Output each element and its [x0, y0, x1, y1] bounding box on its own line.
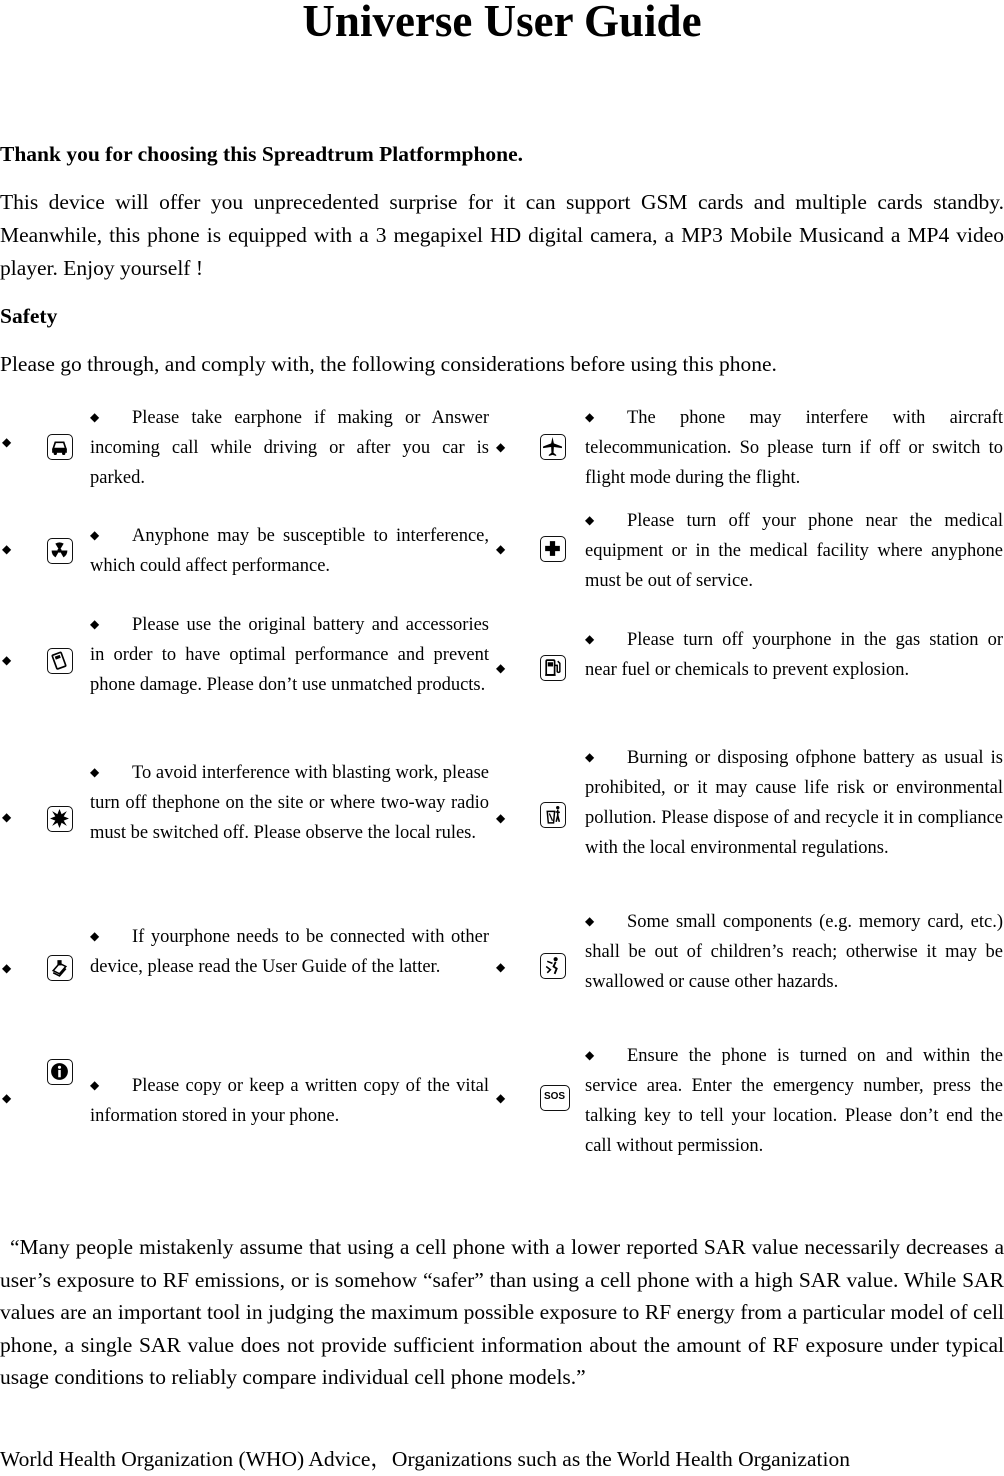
bullet-marker: ◆	[496, 661, 506, 675]
bullet-marker: ◆	[90, 617, 100, 631]
safety-item-text: Please take earphone if making or Answer incoming call while driving or after you car is parked.	[90, 408, 489, 488]
safety-intro: Please go through, and comply with, the following considerations before using this phone.	[0, 352, 777, 376]
bullet-marker: ◆	[496, 811, 506, 825]
car-icon	[47, 434, 73, 460]
bullet-marker: ◆	[2, 810, 12, 824]
bullet-marker: ◆	[585, 750, 595, 764]
battery-icon	[47, 648, 73, 674]
safety-item-text: Please copy or keep a written copy of the vital information stored in your phone.	[90, 1076, 489, 1126]
bullet-marker: ◆	[585, 410, 595, 424]
safety-item-text: Anyphone may be susceptible to interference, which could affect performance.	[90, 526, 489, 576]
intro-line: Thank you for choosing this Spreadtrum Platformphone.	[0, 142, 524, 166]
bullet-marker: ◆	[90, 528, 100, 542]
bullet-marker: ◆	[585, 914, 595, 928]
bullet-marker: ◆	[585, 632, 595, 646]
safety-item-text: To avoid interference with blasting work, please turn off thephone on the site or where two-way radio must be switched off. Please observe the local rules.	[90, 763, 489, 843]
bullet-marker: ◆	[496, 960, 506, 974]
bullet-marker: ◆	[90, 1078, 100, 1092]
sar-quote: “Many people mistakenly assume that using a cell phone with a lower reported SAR value necessarily decreases a user’s exposure to RF emissions, or is somehow “safer” than using a cell phone with a high SAR value. While SAR values are an important tool in judging the maximum possible exposure to RF energy from a particular model of cell phone, a single SAR value does not provide sufficient information about the amount of RF exposure under typical usage conditions to reliably compare individual cell phone models.”	[0, 1235, 1004, 1389]
radiation-icon	[47, 538, 73, 564]
safety-item-text: Some small components (e.g. memory card, etc.) shall be out of children’s reach; otherwise it may be swallowed or cause other hazards.	[585, 912, 1003, 992]
safety-heading: Safety	[0, 304, 58, 328]
who-advice: World Health Organization (WHO) Advice，Organizations such as the World Health Organization	[0, 1447, 850, 1471]
safety-item-text: Please turn off yourphone in the gas station or near fuel or chemicals to prevent explosion.	[585, 630, 1003, 680]
bullet-marker: ◆	[496, 1091, 506, 1105]
airplane-icon	[540, 434, 566, 460]
bullet-marker: ◆	[2, 542, 12, 556]
bullet-marker: ◆	[2, 961, 12, 975]
bullet-marker: ◆	[496, 542, 506, 556]
recycle-bin-icon	[540, 802, 566, 828]
fuel-pump-icon	[540, 655, 566, 681]
bullet-marker: ◆	[2, 1091, 12, 1105]
medical-cross-icon	[540, 536, 566, 562]
info-icon	[47, 1059, 73, 1085]
bullet-marker: ◆	[90, 765, 100, 779]
sos-icon: SOS	[540, 1085, 570, 1111]
safety-item-text: Burning or disposing ofphone battery as usual is prohibited, or it may cause life risk or environmental pollution. Please dispose of and recycle it in compliance with the local environmental regulations.	[585, 748, 1003, 858]
safety-item-text: Ensure the phone is turned on and within the service area. Enter the emergency number, press the talking key to tell your location. Please don’t end the call without permission.	[585, 1046, 1003, 1156]
bullet-marker: ◆	[496, 440, 506, 454]
bullet-marker: ◆	[90, 929, 100, 943]
bullet-marker: ◆	[585, 513, 595, 527]
safety-item-text: The phone may interfere with aircraft telecommunication. So please turn if off or switch to flight mode during the flight.	[585, 408, 1003, 488]
child-icon	[540, 953, 566, 979]
bullet-marker: ◆	[2, 653, 12, 667]
device-description: This device will offer you unprecedented surprise for it can support GSM cards and multiple cards standby. Meanwhile, this phone is equipped with a 3 megapixel HD digital camera, a MP3 Mobile Musicand a MP4 video player. Enjoy yourself !	[0, 190, 1004, 280]
bullet-marker: ◆	[2, 435, 12, 449]
blast-icon	[47, 806, 73, 832]
bullet-marker: ◆	[585, 1048, 595, 1062]
safety-item-text: Please use the original battery and accessories in order to have optimal performance and prevent phone damage. Please don’t use unmatched products.	[90, 615, 489, 695]
bullet-marker: ◆	[90, 410, 100, 424]
safety-item-text: Please turn off your phone near the medical equipment or in the medical facility where anyphone must be out of service.	[585, 511, 1003, 591]
safety-item-text: If yourphone needs to be connected with other device, please read the User Guide of the latter.	[90, 927, 489, 977]
page-title: Universe User Guide	[302, 0, 702, 46]
manual-icon	[47, 955, 73, 981]
